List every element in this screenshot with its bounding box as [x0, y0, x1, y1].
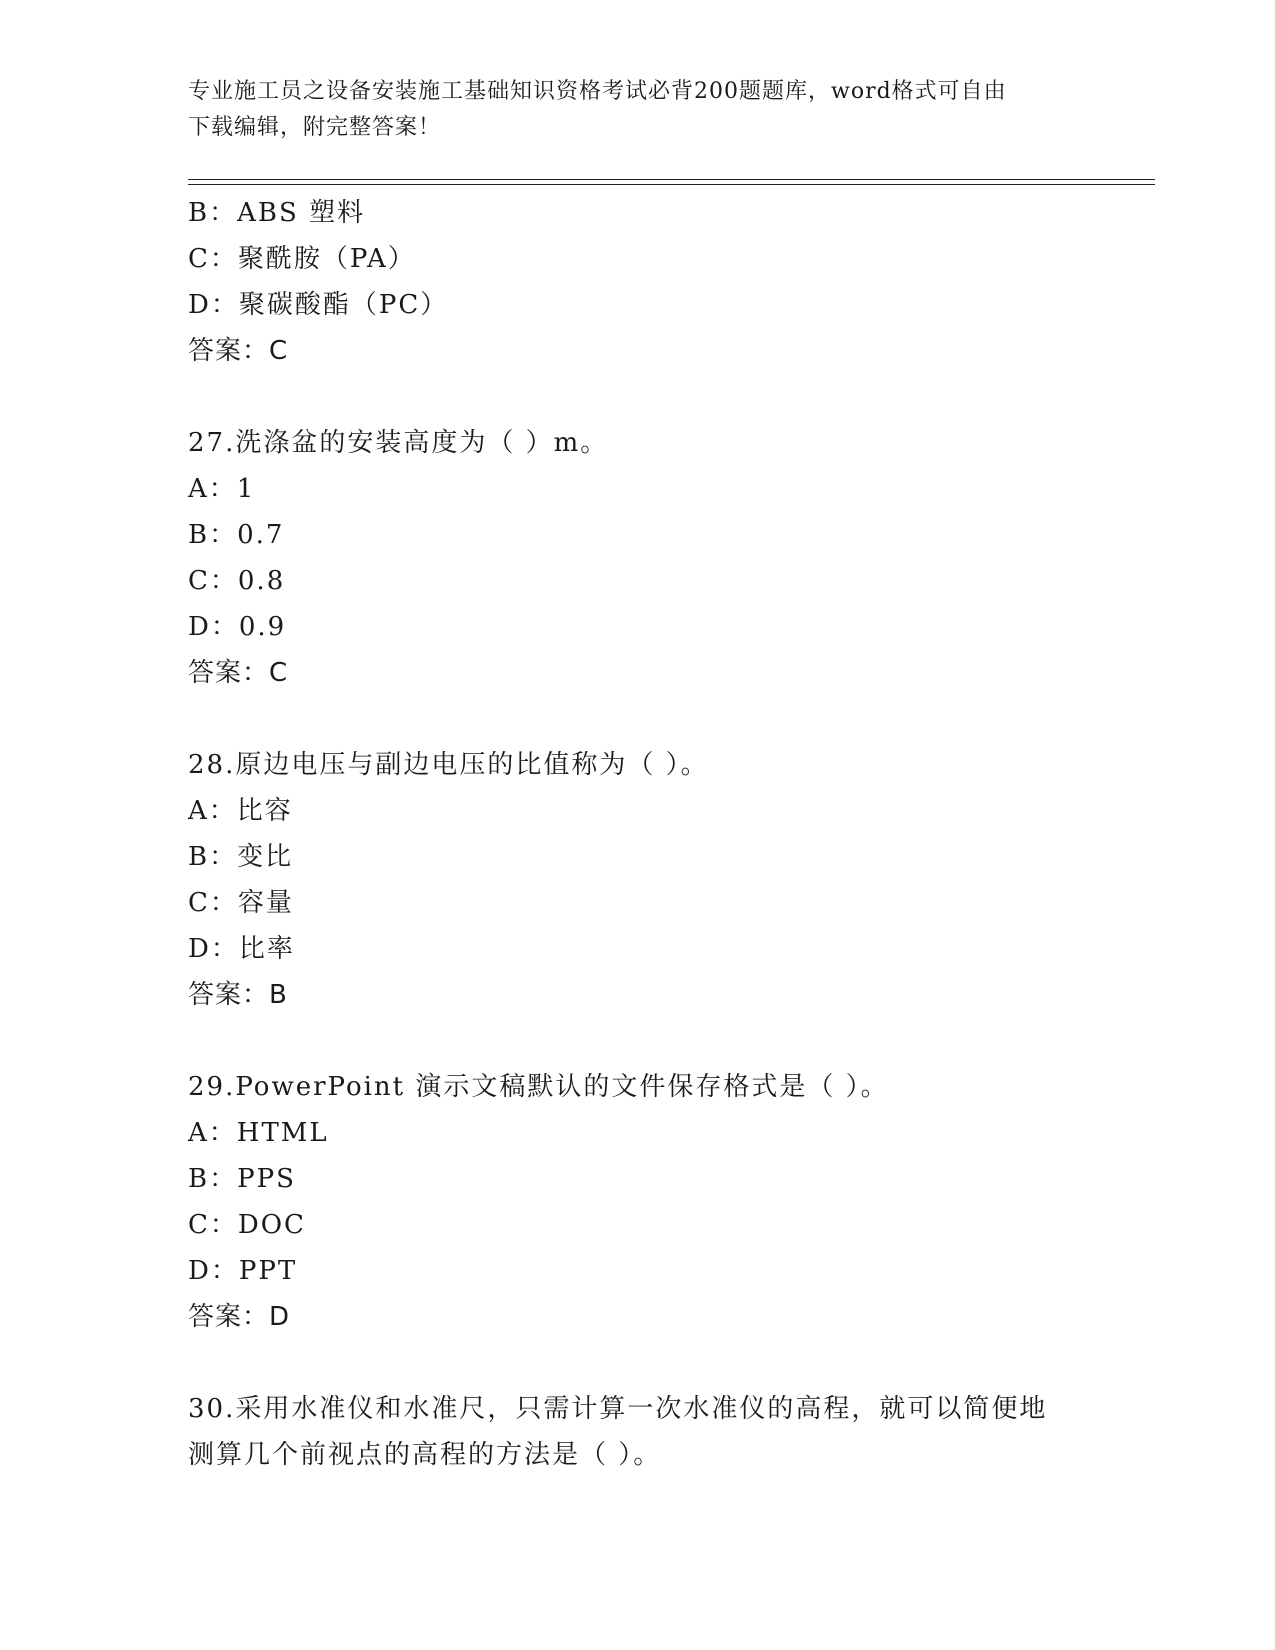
option-d: D：PPT	[188, 1256, 298, 1286]
option-d: D：0.9	[188, 612, 287, 642]
answer-text: 答案：C	[188, 658, 289, 688]
option-b: B：ABS 塑料	[188, 198, 366, 228]
question-stem: 28.原边电压与副边电压的比值称为（ ）。	[188, 750, 709, 780]
question-block-26	[188, 190, 1088, 374]
option-a: A：HTML	[188, 1118, 329, 1148]
question-block-29	[188, 1064, 1088, 1340]
header-line-1: 专业施工员之设备安装施工基础知识资格考试必背200题题库，word格式可自由	[188, 79, 1007, 104]
spacer	[188, 696, 1088, 742]
option-a: A：比容	[188, 796, 293, 826]
question-content	[188, 190, 1088, 1478]
option-c: C：DOC	[188, 1210, 306, 1240]
option-d: D：比率	[188, 934, 295, 964]
option-c: C：聚酰胺（PA）	[188, 244, 416, 274]
question-stem-line-2: 测算几个前视点的高程的方法是（ ）。	[188, 1440, 662, 1470]
question-stem-line-1: 30.采用水准仪和水准尺，只需计算一次水准仪的高程，就可以简便地	[188, 1394, 1048, 1424]
question-block-28	[188, 742, 1088, 1018]
question-block-27	[188, 420, 1088, 696]
option-a: A：1	[188, 474, 256, 504]
option-d: D：聚碳酸酯（PC）	[188, 290, 449, 320]
option-b: B：PPS	[188, 1164, 296, 1194]
spacer	[188, 374, 1088, 420]
header-divider-bottom	[188, 184, 1155, 185]
answer-text: 答案：D	[188, 1302, 291, 1332]
option-b: B：变比	[188, 842, 294, 872]
header-line-2: 下载编辑，附完整答案！	[188, 115, 442, 140]
spacer	[188, 1018, 1088, 1064]
answer-text: 答案：B	[188, 980, 288, 1010]
option-b: B：0.7	[188, 520, 285, 550]
document-header	[188, 74, 1088, 146]
header-divider-top	[188, 179, 1155, 180]
spacer	[188, 1340, 1088, 1386]
question-stem: 29.PowerPoint 演示文稿默认的文件保存格式是（ ）。	[188, 1072, 889, 1102]
option-c: C：容量	[188, 888, 294, 918]
answer-text: 答案：C	[188, 336, 289, 366]
question-block-30	[188, 1386, 1078, 1478]
option-c: C：0.8	[188, 566, 286, 596]
question-stem: 27.洗涤盆的安装高度为（ ）m。	[188, 428, 609, 458]
